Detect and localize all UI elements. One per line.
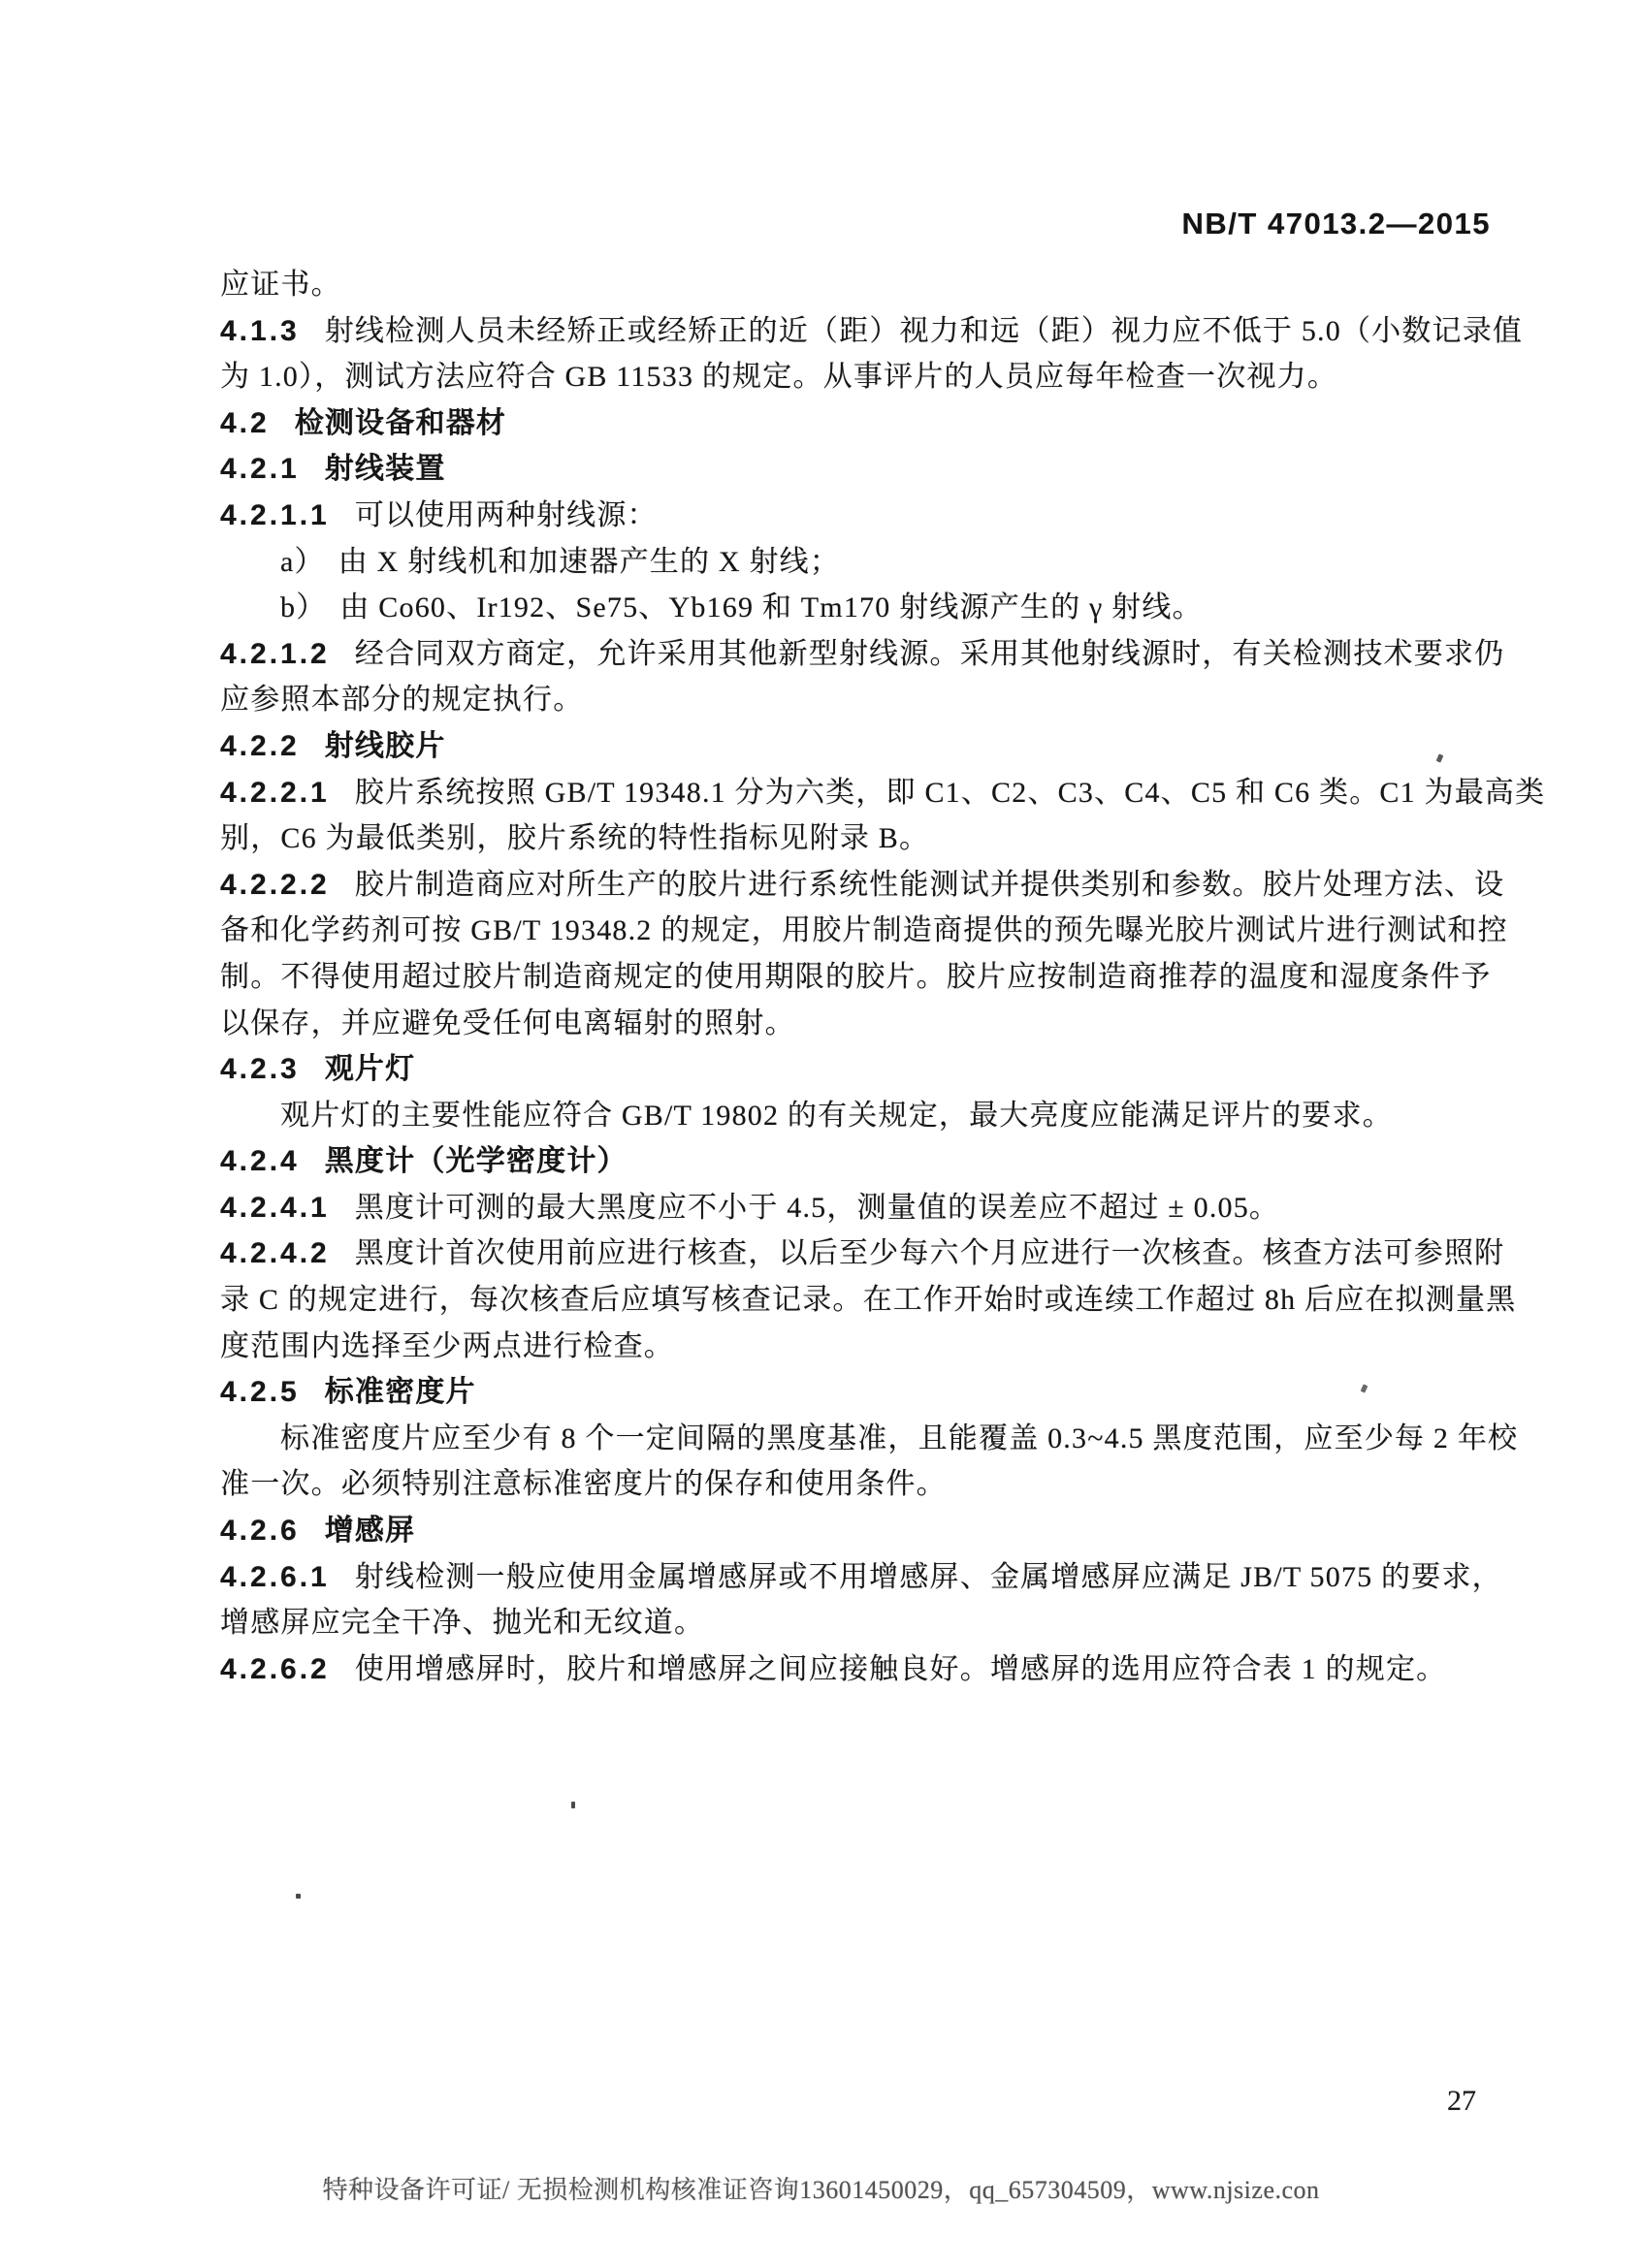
line-text: 由 X 射线机和加速器产生的 X 射线； bbox=[338, 545, 841, 578]
line-text: 标准密度片 bbox=[324, 1376, 476, 1409]
line-text: 录 C 的规定进行，每次核查后应填写核查记录。在工作开始时或连续工作超过 8h 后应在拟测量黑 bbox=[220, 1284, 1517, 1317]
clause-number: 4.2.6.2 bbox=[220, 1652, 330, 1685]
text-line bbox=[220, 1646, 1500, 1693]
clause-number: 4.2.4.1 bbox=[220, 1191, 330, 1224]
text-line bbox=[220, 1277, 1517, 1324]
clause-number: 4.2.1.2 bbox=[220, 637, 330, 670]
text-line bbox=[220, 723, 1500, 770]
clause-number: 4.2.1 bbox=[220, 453, 300, 486]
line-text: 黑度计可测的最大黑度应不小于 4.5，测量值的误差应不超过 ± 0.05。 bbox=[354, 1191, 1280, 1224]
text-line bbox=[220, 1138, 1500, 1185]
line-text: 为 1.0），测试方法应符合 GB 11533 的规定。从事评片的人员应每年检查一次视力。 bbox=[220, 361, 1338, 394]
line-text: 准一次。必须特别注意标准密度片的保存和使用条件。 bbox=[220, 1468, 947, 1501]
line-text: 黑度计（光学密度计） bbox=[324, 1145, 628, 1178]
text-line bbox=[220, 631, 1505, 678]
clause-number: 4.2.5 bbox=[220, 1376, 300, 1409]
clause-number: 4.2 bbox=[220, 406, 270, 439]
text-line bbox=[220, 354, 1500, 400]
text-line bbox=[220, 1600, 1500, 1646]
line-text: 标准密度片应至少有 8 个一定间隔的黑度基准，且能覆盖 0.3~4.5 黑度范围，应至少每 2 年校 bbox=[280, 1421, 1519, 1454]
text-line bbox=[220, 493, 1500, 539]
text-line bbox=[220, 677, 1500, 723]
clause-number: 4.2.2 bbox=[220, 729, 300, 762]
text-line bbox=[220, 1554, 1500, 1601]
scan-speck bbox=[296, 1894, 301, 1899]
text-line bbox=[220, 308, 1524, 355]
document-body bbox=[220, 262, 1546, 1692]
line-text: 射线检测一般应使用金属增感屏或不用增感屏、金属增感屏应满足 JB/T 5075 的要求， bbox=[354, 1560, 1502, 1593]
text-line bbox=[220, 1001, 1500, 1047]
line-text: 以保存，并应避免受任何电离辐射的照射。 bbox=[220, 1006, 795, 1039]
line-text: 度范围内选择至少两点进行检查。 bbox=[220, 1329, 674, 1362]
clause-number: 4.2.2.1 bbox=[220, 776, 330, 809]
text-line bbox=[220, 585, 1500, 631]
clause-number: 4.2.4 bbox=[220, 1145, 300, 1178]
text-line bbox=[220, 862, 1505, 909]
clause-number: b） bbox=[280, 591, 327, 624]
standard-number-header: NB/T 47013.2—2015 bbox=[1181, 207, 1491, 240]
line-text: 胶片制造商应对所生产的胶片进行系统性能测试并提供类别和参数。胶片处理方法、设 bbox=[354, 868, 1505, 901]
line-text: 观片灯的主要性能应符合 GB/T 19802 的有关规定，最大亮度应能满足评片的要求。 bbox=[280, 1099, 1393, 1132]
text-line bbox=[220, 1508, 1500, 1554]
text-line bbox=[220, 1093, 1500, 1139]
line-text: 使用增感屏时，胶片和增感屏之间应接触良好。增感屏的选用应符合表 1 的规定。 bbox=[354, 1652, 1447, 1685]
text-line bbox=[220, 1324, 1500, 1370]
line-text: 可以使用两种射线源： bbox=[354, 498, 658, 531]
text-line bbox=[220, 1230, 1505, 1277]
line-text: 备和化学药剂可按 GB/T 19348.2 的规定，用胶片制造商提供的预先曝光胶片测试片进行测试和控 bbox=[220, 914, 1508, 947]
clause-number: 4.1.3 bbox=[220, 314, 300, 347]
line-text: 射线装置 bbox=[324, 453, 446, 486]
scan-speck bbox=[571, 1802, 575, 1808]
text-line bbox=[220, 539, 1500, 586]
text-line bbox=[220, 400, 1500, 447]
clause-number: 4.2.1.1 bbox=[220, 498, 330, 531]
text-line bbox=[220, 908, 1508, 954]
clause-number: 4.2.6.1 bbox=[220, 1560, 330, 1593]
clause-number: 4.2.6 bbox=[220, 1515, 300, 1548]
line-text: 检测设备和器材 bbox=[294, 406, 507, 439]
text-line bbox=[220, 1046, 1500, 1093]
clause-number: 4.2.2.2 bbox=[220, 868, 330, 901]
line-text: 胶片系统按照 GB/T 19348.1 分为六类，即 C1、C2、C3、C4、C5 和 C6 类。C1 为最高类 bbox=[354, 776, 1546, 809]
line-text: 黑度计首次使用前应进行核查，以后至少每六个月应进行一次核查。核查方法可参照附 bbox=[354, 1237, 1505, 1270]
line-text: 由 Co60、Ir192、Se75、Yb169 和 Tm170 射线源产生的 γ 射线。 bbox=[339, 591, 1203, 624]
footer-watermark: 特种设备许可证/ 无损检测机构核准证咨询13601450029，qq_657304509，www.njsize.con bbox=[322, 2176, 1320, 2204]
text-line bbox=[220, 1461, 1500, 1508]
clause-number: 4.2.3 bbox=[220, 1053, 300, 1086]
line-text: 别，C6 为最低类别，胶片系统的特性指标见附录 B。 bbox=[220, 822, 930, 855]
line-text: 观片灯 bbox=[324, 1053, 416, 1086]
text-line bbox=[220, 1416, 1519, 1462]
text-line bbox=[220, 1185, 1500, 1231]
text-line bbox=[220, 815, 1500, 862]
clause-number: a） bbox=[280, 545, 325, 578]
text-line bbox=[220, 1369, 1500, 1416]
text-line bbox=[220, 954, 1500, 1001]
line-text: 应证书。 bbox=[220, 269, 341, 301]
line-text: 制。不得使用超过胶片制造商规定的使用期限的胶片。胶片应按制造商推荐的温度和湿度条件予 bbox=[220, 960, 1492, 993]
line-text: 经合同双方商定，允许采用其他新型射线源。采用其他射线源时，有关检测技术要求仍 bbox=[354, 637, 1505, 670]
text-line bbox=[220, 446, 1500, 493]
page-number: 27 bbox=[1447, 2085, 1476, 2117]
text-line bbox=[220, 262, 1500, 308]
line-text: 射线胶片 bbox=[324, 729, 446, 762]
clause-number: 4.2.4.2 bbox=[220, 1237, 330, 1270]
text-line bbox=[220, 770, 1546, 816]
line-text: 增感屏 bbox=[324, 1515, 416, 1548]
line-text: 应参照本部分的规定执行。 bbox=[220, 684, 584, 717]
line-text: 增感屏应完全干净、抛光和无纹道。 bbox=[220, 1607, 705, 1640]
line-text: 射线检测人员未经矫正或经矫正的近（距）视力和远（距）视力应不低于 5.0（小数记录值 bbox=[324, 314, 1524, 347]
